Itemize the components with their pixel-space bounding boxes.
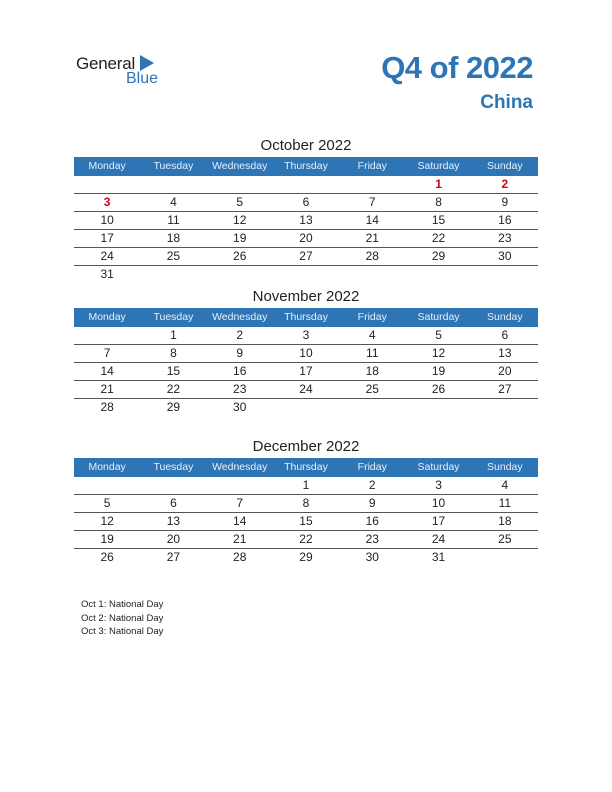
day-cell: 25 [166, 249, 181, 263]
weekday-label: Monday [88, 461, 126, 473]
day-cell: 2 [236, 328, 244, 342]
day-cell: 3 [302, 328, 310, 342]
day-cell: 6 [302, 195, 310, 209]
weekday-label: Saturday [417, 160, 460, 172]
month-october [74, 135, 538, 283]
day-cell [405, 399, 471, 416]
week-row [74, 345, 538, 363]
day-cell [207, 266, 273, 283]
country-name: China [480, 92, 533, 113]
day-cell: 18 [498, 514, 512, 528]
day-cell [273, 266, 339, 283]
weekday-label: Wednesday [212, 461, 268, 473]
weekday-label: Tuesday [153, 461, 194, 473]
weekday-label: Friday [357, 311, 387, 323]
day-cell: 18 [365, 364, 379, 378]
day-cell: 5 [103, 496, 111, 510]
day-cell [472, 266, 538, 283]
day-cell: 8 [435, 195, 442, 209]
day-cell [140, 176, 206, 193]
day-cell: 15 [299, 514, 313, 528]
day-cell: 16 [233, 364, 247, 378]
weekday-label: Wednesday [212, 160, 268, 172]
day-cell [339, 266, 405, 283]
week-row [74, 176, 538, 194]
day-cell: 4 [368, 328, 376, 342]
day-cell: 20 [498, 364, 512, 378]
day-cell [472, 549, 538, 566]
day-cell: 17 [100, 231, 114, 245]
day-cell: 27 [498, 382, 512, 396]
day-cell: 14 [100, 364, 114, 378]
day-cell: 30 [233, 400, 247, 414]
week-row [74, 399, 538, 416]
weekday-label: Monday [88, 160, 126, 172]
day-cell: 15 [431, 213, 446, 227]
day-cell: 17 [299, 364, 313, 378]
day-cell: 10 [299, 346, 313, 360]
week-row [74, 248, 538, 266]
day-cell: 9 [368, 496, 376, 510]
day-cell: 4 [501, 478, 509, 492]
logo-general-text: General [76, 54, 136, 73]
day-cell: 27 [299, 249, 313, 263]
day-cell: 4 [170, 195, 177, 209]
day-cell: 26 [233, 249, 247, 263]
day-cell [140, 266, 206, 283]
day-cell: 24 [100, 249, 114, 263]
day-cell: 29 [431, 249, 446, 263]
day-cell: 18 [166, 231, 181, 245]
day-cell: 13 [299, 213, 313, 227]
month-december [74, 436, 538, 566]
weekday-label: Sunday [487, 311, 523, 323]
day-cell: 1 [170, 328, 177, 342]
day-cell: 21 [233, 532, 247, 546]
weekday-label: Friday [357, 461, 387, 473]
day-cell [273, 399, 339, 416]
day-cell: 6 [501, 328, 509, 342]
week-row [74, 549, 538, 566]
day-cell: 20 [166, 532, 181, 546]
day-cell: 7 [103, 346, 111, 360]
weekday-label: Sunday [487, 160, 523, 172]
day-cell: 12 [233, 213, 247, 227]
week-row [74, 363, 538, 381]
day-cell: 24 [431, 532, 446, 546]
week-row [74, 266, 538, 283]
day-cell [140, 477, 206, 494]
day-cell: 13 [166, 514, 181, 528]
day-cell: 9 [236, 346, 244, 360]
weekday-label: Tuesday [153, 311, 194, 323]
page-title: Q4 of 2022 [381, 50, 533, 85]
day-cell [74, 176, 140, 193]
day-cell: 30 [498, 249, 512, 263]
day-cell: 6 [170, 496, 177, 510]
day-cell: 15 [166, 364, 181, 378]
day-cell [339, 176, 405, 193]
week-row [74, 531, 538, 549]
logo [76, 52, 186, 92]
day-cell: 23 [365, 532, 379, 546]
weekday-label: Saturday [417, 311, 460, 323]
day-cell: 8 [302, 496, 310, 510]
day-cell: 22 [299, 532, 313, 546]
day-cell: 5 [236, 195, 244, 209]
week-row [74, 194, 538, 212]
weekday-label: Wednesday [212, 311, 268, 323]
weekday-header [74, 157, 538, 176]
day-cell: 28 [100, 400, 114, 414]
day-cell: 25 [498, 532, 512, 546]
day-cell: 11 [498, 496, 512, 510]
day-cell: 19 [100, 532, 114, 546]
day-cell: 28 [365, 249, 379, 263]
day-cell: 2 [501, 177, 509, 191]
week-row [74, 381, 538, 399]
weekday-header [74, 308, 538, 327]
holiday-note: Oct 1: National Day [81, 599, 164, 610]
weekday-label: Tuesday [153, 160, 194, 172]
month-title: November 2022 [252, 288, 360, 305]
day-cell: 2 [368, 478, 376, 492]
day-cell: 10 [100, 213, 114, 227]
day-cell: 30 [365, 550, 379, 564]
day-cell: 7 [368, 195, 376, 209]
day-cell: 27 [166, 550, 181, 564]
day-cell [207, 477, 273, 494]
day-cell: 14 [365, 213, 379, 227]
day-cell: 24 [299, 382, 313, 396]
day-cell: 29 [166, 400, 181, 414]
day-cell: 22 [431, 231, 446, 245]
day-cell: 29 [299, 550, 313, 564]
day-cell: 14 [233, 514, 247, 528]
day-cell: 12 [100, 514, 114, 528]
weekday-label: Saturday [417, 461, 460, 473]
day-cell: 10 [431, 496, 446, 510]
day-cell: 1 [435, 177, 442, 191]
day-cell: 9 [501, 195, 509, 209]
weekday-label: Thursday [284, 311, 328, 323]
day-cell: 16 [365, 514, 379, 528]
weekday-label: Thursday [284, 461, 328, 473]
day-cell [339, 399, 405, 416]
day-cell: 25 [365, 382, 379, 396]
day-cell: 17 [431, 514, 446, 528]
holiday-note: Oct 3: National Day [81, 626, 164, 637]
day-cell: 7 [236, 496, 244, 510]
day-cell: 23 [498, 231, 512, 245]
day-cell: 8 [170, 346, 177, 360]
logo-blue-text: Blue [126, 70, 159, 87]
day-cell: 3 [435, 478, 442, 492]
day-cell: 26 [100, 550, 114, 564]
day-cell: 19 [233, 231, 247, 245]
month-title: December 2022 [252, 438, 360, 455]
week-row [74, 477, 538, 495]
day-cell [74, 477, 140, 494]
weekday-label: Sunday [487, 461, 523, 473]
day-cell: 1 [302, 478, 310, 492]
month-november [74, 286, 538, 416]
day-cell: 20 [299, 231, 313, 245]
day-cell [405, 266, 471, 283]
week-row [74, 212, 538, 230]
weekday-label: Thursday [284, 160, 328, 172]
weekday-header [74, 458, 538, 477]
weekday-label: Friday [357, 160, 387, 172]
day-cell: 11 [167, 213, 180, 227]
day-cell: 11 [366, 346, 379, 360]
day-cell: 22 [166, 382, 181, 396]
day-cell [472, 399, 538, 416]
week-row [74, 513, 538, 531]
day-cell: 26 [431, 382, 446, 396]
day-cell: 3 [103, 195, 111, 209]
week-row [74, 327, 538, 345]
day-cell: 21 [100, 382, 114, 396]
week-row [74, 495, 538, 513]
day-cell [273, 176, 339, 193]
weekday-label: Monday [88, 311, 126, 323]
month-title: October 2022 [260, 137, 352, 154]
day-cell: 16 [498, 213, 512, 227]
day-cell: 21 [365, 231, 379, 245]
day-cell: 31 [100, 267, 114, 281]
day-cell: 19 [431, 364, 446, 378]
day-cell: 28 [233, 550, 247, 564]
day-cell: 23 [233, 382, 247, 396]
day-cell: 12 [431, 346, 446, 360]
day-cell: 13 [498, 346, 512, 360]
holiday-notes [81, 598, 163, 639]
day-cell: 5 [435, 328, 442, 342]
holiday-note: Oct 2: National Day [81, 612, 164, 624]
week-row [74, 230, 538, 248]
day-cell [74, 327, 140, 344]
logo-triangle-icon [140, 55, 154, 71]
day-cell [207, 176, 273, 193]
day-cell: 31 [431, 550, 446, 564]
